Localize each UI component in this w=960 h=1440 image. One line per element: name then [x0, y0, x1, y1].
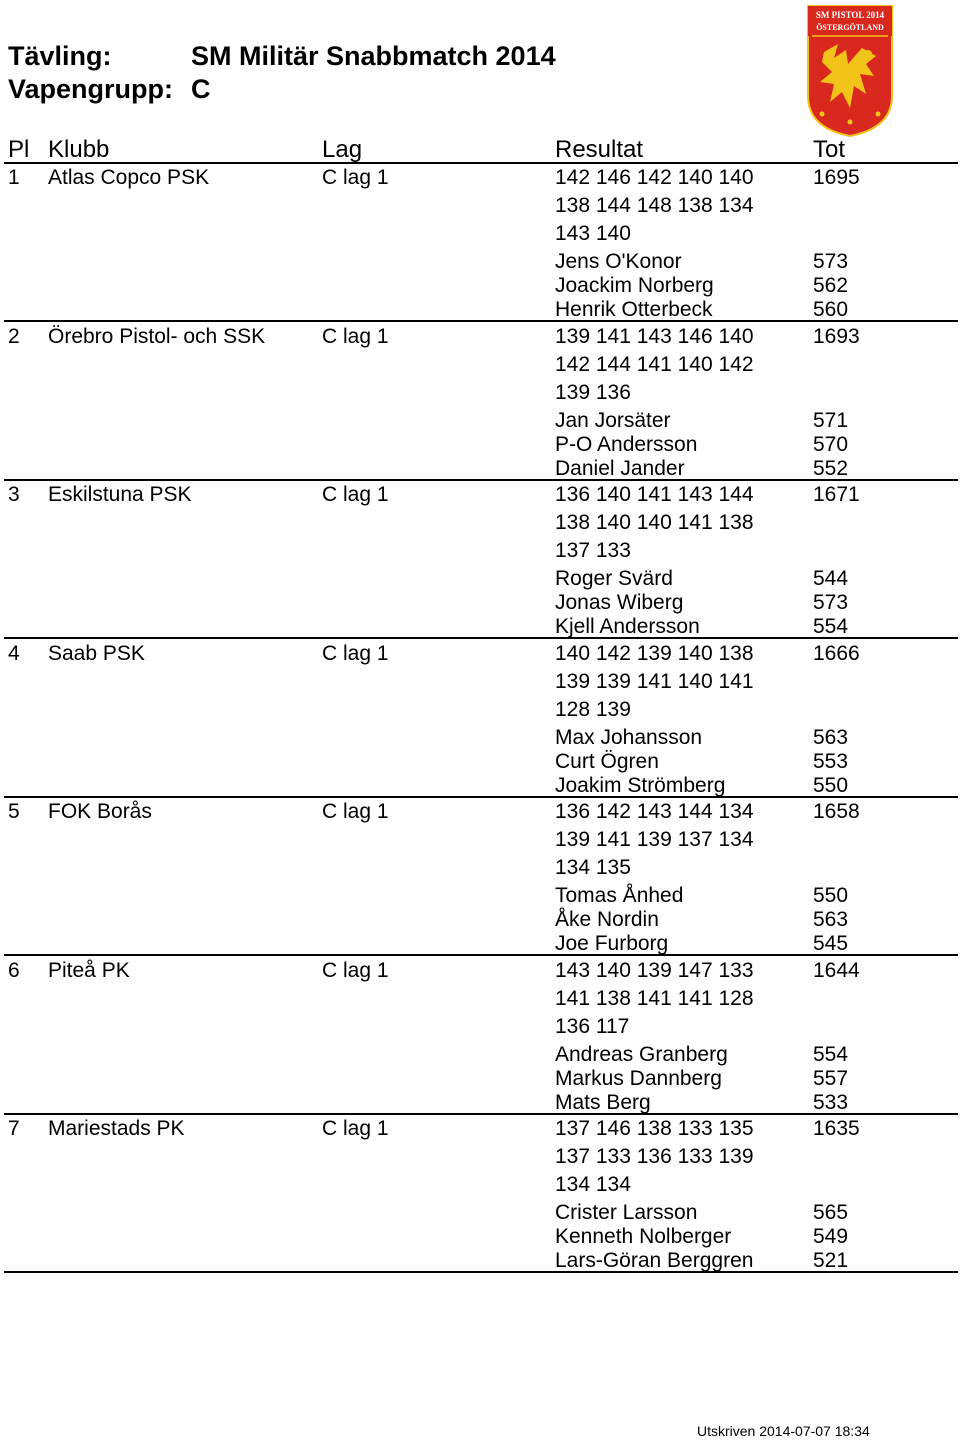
member-score: 565 — [813, 1201, 849, 1224]
team-series: 138 140 140 141 138 — [555, 511, 754, 534]
team-club: Saab PSK — [48, 641, 145, 665]
team-series-row — [0, 351, 960, 379]
team-row — [0, 164, 960, 192]
member-row — [0, 1067, 960, 1091]
team-series: 134 134 — [555, 1173, 631, 1196]
team-series-row — [0, 1171, 960, 1199]
member-name: Crister Larsson — [555, 1201, 698, 1224]
team-total: 1695 — [813, 166, 860, 189]
team-block — [0, 957, 960, 1115]
col-klubb: Klubb — [48, 136, 110, 163]
team-club: Atlas Copco PSK — [48, 166, 210, 189]
member-row — [0, 615, 960, 639]
team-total: 1658 — [813, 800, 860, 823]
team-club: Eskilstuna PSK — [48, 483, 192, 506]
member-row — [0, 591, 960, 615]
member-row — [0, 750, 960, 774]
team-row — [0, 481, 960, 509]
member-row — [0, 1091, 960, 1115]
team-placing: 2 — [8, 324, 20, 348]
team-series: 137 133 — [555, 539, 631, 562]
member-score: 573 — [813, 250, 849, 273]
team-placing: 3 — [8, 483, 20, 506]
team-club: Piteå PK — [48, 958, 130, 982]
team-series-row — [0, 537, 960, 565]
member-row — [0, 409, 960, 433]
member-row — [0, 1043, 960, 1067]
team-series: 136 142 143 144 134 — [555, 800, 754, 823]
member-name: Kjell Andersson — [555, 615, 700, 638]
team-series: 143 140 139 147 133 — [555, 958, 754, 982]
printed-timestamp: Utskriven 2014-07-07 18:34 — [697, 1423, 870, 1439]
member-name: Lars-Göran Berggren — [555, 1249, 754, 1272]
weapon-group-label: Vapengrupp: — [8, 74, 174, 104]
member-score: 549 — [813, 1225, 849, 1248]
team-series-row — [0, 379, 960, 407]
member-name: Roger Svärd — [555, 567, 673, 590]
team-block — [0, 798, 960, 956]
team-placing: 7 — [8, 1117, 20, 1140]
team-series: 139 141 139 137 134 — [555, 828, 754, 851]
team-series: 142 144 141 140 142 — [555, 352, 754, 376]
member-name: Joakim Strömberg — [555, 773, 726, 797]
team-block — [0, 640, 960, 798]
team-placing: 4 — [8, 641, 20, 665]
team-block — [0, 164, 960, 322]
team-block — [0, 481, 960, 639]
member-row — [0, 908, 960, 932]
team-block — [0, 323, 960, 481]
member-score: 553 — [813, 749, 849, 773]
team-series: 137 146 138 133 135 — [555, 1117, 754, 1140]
team-series-row — [0, 220, 960, 248]
sm-pistol-logo — [806, 4, 894, 138]
team-lag: C lag 1 — [322, 166, 389, 189]
team-lag: C lag 1 — [322, 800, 389, 823]
member-row — [0, 433, 960, 457]
member-name: Åke Nordin — [555, 908, 659, 931]
competition-label: Tävling: — [8, 41, 112, 71]
team-placing: 5 — [8, 800, 20, 823]
member-score: 571 — [813, 408, 849, 432]
team-series-row — [0, 668, 960, 696]
team-series: 139 139 141 140 141 — [555, 669, 754, 693]
team-lag: C lag 1 — [322, 641, 389, 665]
team-series-row — [0, 985, 960, 1013]
team-series-row — [0, 192, 960, 220]
team-series-row — [0, 1143, 960, 1171]
member-name: Andreas Granberg — [555, 1042, 728, 1066]
col-lag: Lag — [322, 136, 363, 163]
team-series: 140 142 139 140 138 — [555, 641, 754, 665]
member-score: 545 — [813, 932, 849, 955]
member-score: 554 — [813, 1042, 849, 1066]
weapon-group-value: C — [191, 74, 211, 104]
team-series: 137 133 136 133 139 — [555, 1145, 754, 1168]
member-name: Mats Berg — [555, 1090, 651, 1114]
team-club: Mariestads PK — [48, 1117, 185, 1140]
team-series: 139 136 — [555, 380, 631, 404]
member-score: 554 — [813, 615, 849, 638]
member-row — [0, 250, 960, 274]
team-total: 1635 — [813, 1117, 860, 1140]
team-series: 141 138 141 141 128 — [555, 986, 754, 1010]
member-score: 544 — [813, 567, 849, 590]
team-row — [0, 957, 960, 985]
member-row — [0, 274, 960, 298]
col-resultat: Resultat — [555, 136, 644, 163]
team-series-row — [0, 1013, 960, 1041]
team-series: 136 117 — [555, 1014, 630, 1038]
member-score: 563 — [813, 725, 849, 749]
member-name: Max Johansson — [555, 725, 703, 749]
member-row — [0, 298, 960, 322]
member-score: 521 — [813, 1249, 849, 1272]
team-separator — [4, 1271, 958, 1273]
member-row — [0, 932, 960, 956]
member-score: 563 — [813, 908, 849, 931]
logo-line1: SM PISTOL 2014 — [815, 10, 885, 20]
member-row — [0, 774, 960, 798]
team-lag: C lag 1 — [322, 1117, 389, 1140]
team-series: 136 140 141 143 144 — [555, 483, 754, 506]
team-lag: C lag 1 — [322, 958, 389, 982]
member-score: 562 — [813, 274, 849, 297]
member-name: Henrik Otterbeck — [555, 298, 713, 321]
member-row — [0, 1249, 960, 1273]
team-series: 134 135 — [555, 856, 631, 879]
member-name: Kenneth Nolberger — [555, 1225, 732, 1248]
team-placing: 1 — [8, 166, 20, 189]
member-name: Joackim Norberg — [555, 274, 714, 297]
member-name: Jan Jorsäter — [555, 408, 671, 432]
member-name: Tomas Ånhed — [555, 884, 684, 907]
member-name: Markus Dannberg — [555, 1066, 722, 1090]
member-row — [0, 1201, 960, 1225]
member-score: 560 — [813, 298, 849, 321]
competition-name: SM Militär Snabbmatch 2014 — [191, 41, 556, 71]
team-club: FOK Borås — [48, 800, 152, 823]
team-total: 1671 — [813, 483, 860, 506]
team-series: 128 139 — [555, 697, 631, 721]
member-score: 552 — [813, 456, 849, 480]
team-series: 143 140 — [555, 222, 631, 245]
team-total: 1666 — [813, 641, 860, 665]
team-total: 1644 — [813, 958, 860, 982]
member-row — [0, 567, 960, 591]
col-tot: Tot — [813, 136, 846, 163]
member-name: Daniel Jander — [555, 456, 685, 480]
member-name: Joe Furborg — [555, 932, 669, 955]
member-score: 550 — [813, 884, 849, 907]
member-name: Jonas Wiberg — [555, 591, 684, 614]
team-row — [0, 798, 960, 826]
col-pl: Pl — [8, 136, 30, 163]
team-series: 142 146 142 140 140 — [555, 166, 754, 189]
member-row — [0, 726, 960, 750]
member-row — [0, 884, 960, 908]
member-score: 573 — [813, 591, 849, 614]
team-row — [0, 640, 960, 668]
member-score: 570 — [813, 432, 849, 456]
team-series-row — [0, 696, 960, 724]
member-row — [0, 1225, 960, 1249]
team-lag: C lag 1 — [322, 483, 389, 506]
team-series-row — [0, 509, 960, 537]
team-series: 139 141 143 146 140 — [555, 324, 754, 348]
team-club: Örebro Pistol- och SSK — [48, 324, 266, 348]
team-series: 138 144 148 138 134 — [555, 194, 754, 217]
team-lag: C lag 1 — [322, 324, 389, 348]
member-name: Curt Ögren — [555, 749, 659, 773]
team-placing: 6 — [8, 958, 20, 982]
team-series-row — [0, 826, 960, 854]
team-row — [0, 1115, 960, 1143]
team-row — [0, 323, 960, 351]
logo-line2: ÖSTERGÖTLAND — [816, 23, 884, 32]
team-total: 1693 — [813, 324, 860, 348]
member-score: 533 — [813, 1090, 849, 1114]
member-row — [0, 457, 960, 481]
team-series-row — [0, 854, 960, 882]
team-block — [0, 1115, 960, 1273]
member-score: 557 — [813, 1066, 849, 1090]
member-name: Jens O'Konor — [555, 250, 682, 273]
member-name: P-O Andersson — [555, 432, 698, 456]
member-score: 550 — [813, 773, 849, 797]
